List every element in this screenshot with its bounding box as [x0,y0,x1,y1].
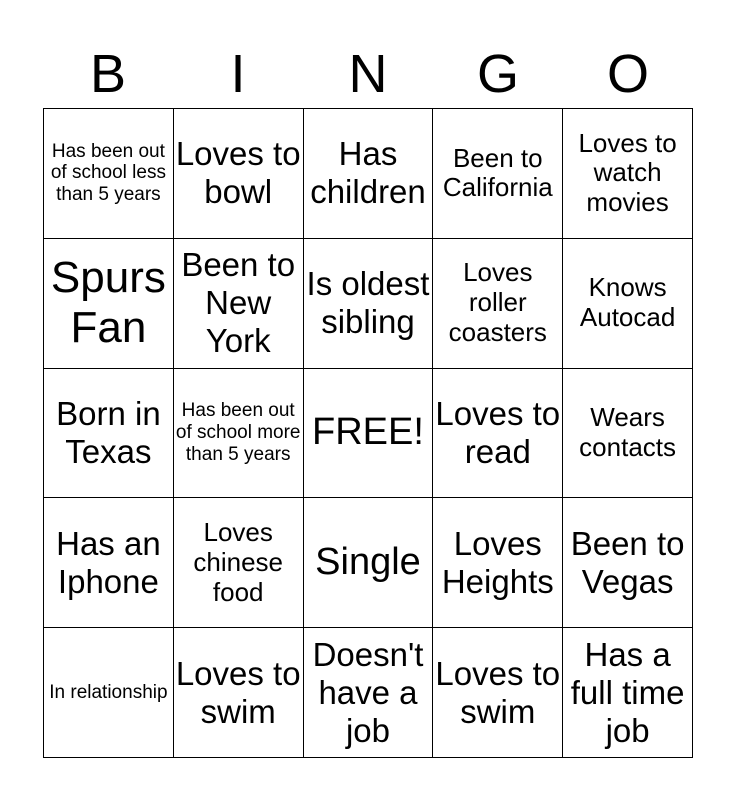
bingo-cell[interactable]: Knows Autocad [563,239,693,369]
bingo-cell[interactable]: Loves to bowl [174,109,304,239]
bingo-cell[interactable]: Loves Heights [433,498,563,628]
bingo-cell-free[interactable]: FREE! [304,369,434,499]
header-letter-b: B [89,44,127,104]
bingo-cell[interactable]: Has an Iphone [44,498,174,628]
bingo-cell[interactable]: In relationship [44,628,174,758]
bingo-cell[interactable]: Has a full time job [563,628,693,758]
bingo-cell[interactable]: Has been out of school less than 5 years [44,109,174,239]
bingo-cell[interactable]: Is oldest sibling [304,239,434,369]
bingo-cell[interactable]: Loves chinese food [174,498,304,628]
bingo-cell[interactable]: Loves to read [433,369,563,499]
bingo-cell[interactable]: Has children [304,109,434,239]
bingo-cell[interactable]: Born in Texas [44,369,174,499]
header-letter-g: G [476,44,519,104]
bingo-cell[interactable]: Loves to watch movies [563,109,693,239]
header-letter-n: N [348,44,388,104]
bingo-cell[interactable]: Loves to swim [433,628,563,758]
bingo-header [43,40,693,108]
bingo-cell[interactable]: Been to California [433,109,563,239]
bingo-grid [43,108,693,758]
bingo-cell[interactable]: Wears contacts [563,369,693,499]
bingo-cell[interactable]: Doesn't have a job [304,628,434,758]
bingo-cell[interactable]: Spurs Fan [44,239,174,369]
header-letter-i: I [230,44,246,104]
bingo-cell[interactable]: Single [304,498,434,628]
bingo-cell[interactable]: Been to New York [174,239,304,369]
bingo-cell[interactable]: Been to Vegas [563,498,693,628]
bingo-cell[interactable]: Loves to swim [174,628,304,758]
header-letter-o: O [606,44,649,104]
bingo-cell[interactable]: Has been out of school more than 5 years [174,369,304,499]
bingo-cell[interactable]: Loves roller coasters [433,239,563,369]
